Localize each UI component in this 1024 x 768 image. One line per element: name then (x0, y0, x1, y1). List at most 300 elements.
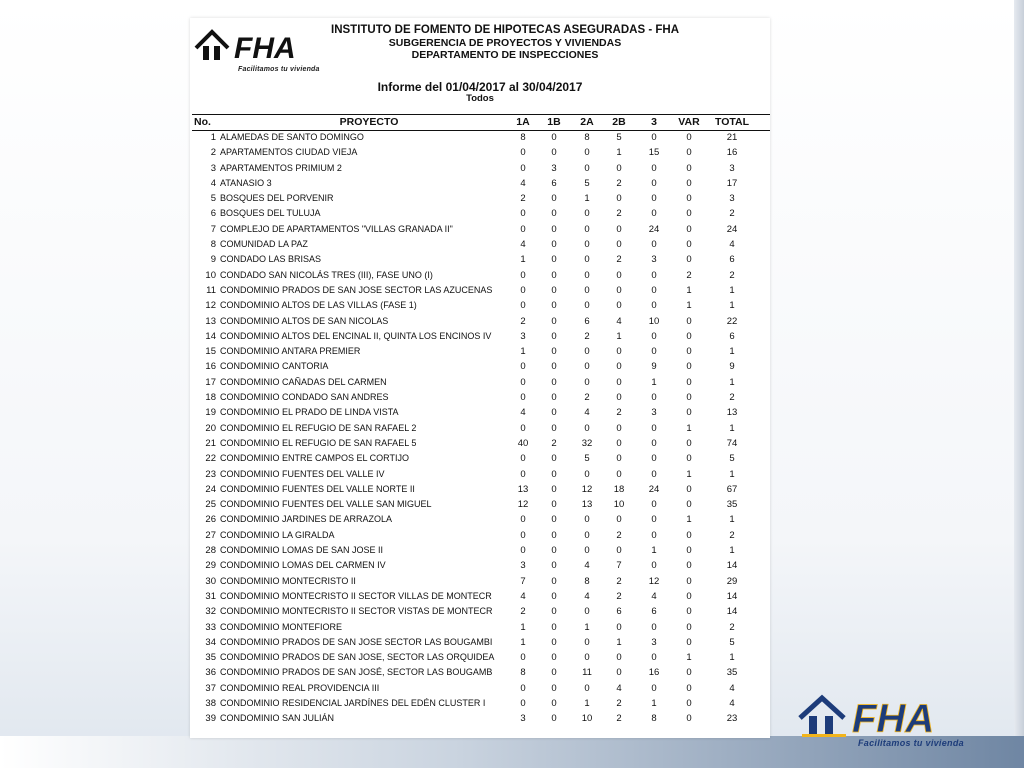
row-1b: 0 (551, 667, 557, 679)
row-2a: 4 (584, 560, 590, 572)
row-total: 29 (726, 575, 738, 587)
row-var: 0 (686, 453, 692, 465)
table-row (192, 621, 770, 636)
row-1a: 2 (520, 606, 526, 618)
row-2a: 11 (582, 667, 592, 679)
row-1a: 4 (520, 590, 526, 602)
row-1a: 8 (520, 132, 526, 143)
row-1b: 0 (551, 575, 557, 587)
row-proyecto: CONDOMINIO ALTOS DEL ENCINAL II, QUINTA LOS ENCINOS IV (220, 330, 492, 341)
table-row (192, 513, 770, 528)
row-3: 0 (651, 300, 657, 312)
row-no: 12 (205, 300, 216, 312)
row-1b: 0 (551, 514, 557, 526)
row-2b: 0 (616, 284, 622, 296)
row-var: 0 (686, 682, 692, 694)
row-3: 16 (648, 667, 660, 679)
table-row (192, 146, 770, 161)
row-2b: 0 (616, 376, 622, 388)
row-2a: 2 (584, 392, 590, 404)
row-1a: 0 (520, 392, 526, 404)
row-1b: 6 (551, 177, 557, 189)
row-2a: 0 (584, 223, 590, 235)
row-1a: 0 (520, 453, 526, 465)
row-var: 0 (686, 208, 692, 220)
row-proyecto: CONDOMINIO FUENTES DEL VALLE SAN MIGUEL (220, 499, 432, 510)
row-1b: 0 (551, 483, 557, 495)
row-1a: 0 (520, 682, 526, 694)
row-var: 0 (686, 590, 692, 602)
row-1b: 0 (551, 392, 557, 404)
row-2b: 4 (616, 682, 622, 694)
row-var: 0 (686, 713, 692, 725)
table-row (192, 207, 770, 222)
row-1a: 8 (520, 667, 526, 679)
row-1a: 0 (520, 422, 526, 434)
row-no: 3 (210, 162, 216, 174)
row-1a: 3 (520, 560, 526, 572)
table-row (192, 391, 770, 406)
row-proyecto: CONDOMINIO CANTORIA (220, 361, 329, 372)
table-row (192, 345, 770, 360)
row-1b: 0 (551, 407, 557, 419)
row-2b: 2 (616, 407, 622, 419)
row-no: 9 (210, 254, 216, 266)
row-proyecto: CONDOMINIO PRADOS DE SAN JOSÉ, SECTOR LAS BOUGAMB (220, 667, 493, 678)
row-1b: 0 (551, 529, 557, 541)
row-total: 23 (726, 713, 738, 725)
row-1a: 0 (520, 514, 526, 526)
col-header-proyecto: PROYECTO (339, 116, 399, 128)
row-var: 1 (686, 514, 692, 526)
row-total: 4 (729, 239, 735, 251)
row-2a: 1 (584, 697, 590, 709)
row-1b: 0 (551, 636, 557, 648)
row-var: 0 (686, 147, 692, 159)
row-var: 1 (686, 422, 692, 434)
row-no: 18 (205, 392, 216, 404)
row-2b: 18 (613, 483, 625, 495)
row-total: 1 (729, 284, 735, 296)
row-no: 36 (205, 667, 216, 679)
row-var: 0 (686, 483, 692, 495)
table-row (192, 131, 770, 146)
row-3: 0 (651, 346, 657, 358)
table-row (192, 177, 770, 192)
row-no: 35 (205, 652, 216, 664)
row-total: 17 (726, 177, 738, 189)
row-var: 0 (686, 529, 692, 541)
row-no: 23 (205, 468, 216, 480)
row-1b: 0 (551, 284, 557, 296)
row-3: 0 (651, 269, 657, 281)
row-total: 14 (726, 606, 738, 618)
row-proyecto: CONDOMINIO EL REFUGIO DE SAN RAFAEL 5 (220, 437, 417, 448)
table-row (192, 437, 770, 452)
row-2a: 0 (584, 514, 590, 526)
row-2b: 0 (616, 223, 622, 235)
row-1a: 0 (520, 147, 526, 159)
row-var: 0 (686, 392, 692, 404)
row-proyecto: CONDOMINIO CAÑADAS DEL CARMEN (220, 376, 387, 387)
row-proyecto: CONDOMINIO PRADOS DE SAN JOSE SECTOR LAS BOUGAMBI (220, 636, 493, 647)
row-no: 6 (210, 208, 216, 220)
row-total: 2 (729, 208, 735, 220)
row-1b: 0 (551, 208, 557, 220)
row-2b: 0 (616, 162, 622, 174)
col-header-total: TOTAL (714, 116, 750, 128)
row-3: 0 (651, 132, 657, 143)
row-2a: 0 (584, 208, 590, 220)
row-1a: 1 (520, 254, 526, 266)
row-1a: 1 (520, 636, 526, 648)
row-2b: 2 (616, 697, 622, 709)
row-1b: 0 (551, 223, 557, 235)
row-1a: 0 (520, 284, 526, 296)
row-3: 6 (651, 606, 657, 618)
row-2b: 1 (616, 330, 622, 342)
row-proyecto: CONDOMINIO ALTOS DE LAS VILLAS (FASE 1) (220, 300, 417, 311)
row-2a: 32 (581, 437, 593, 449)
fha-house-logo-icon (194, 26, 329, 66)
row-2a: 4 (584, 590, 590, 602)
row-1b: 0 (551, 346, 557, 358)
row-1b: 0 (551, 713, 557, 725)
row-proyecto: BOSQUES DEL TULUJA (220, 208, 321, 219)
row-total: 24 (726, 223, 738, 235)
row-2b: 0 (616, 545, 622, 557)
table-row (192, 315, 770, 330)
fha-footer-logo-text: FHA (852, 697, 935, 740)
row-total: 13 (726, 407, 738, 419)
row-2a: 2 (584, 330, 590, 342)
row-no: 16 (205, 361, 216, 373)
row-var: 0 (686, 346, 692, 358)
row-total: 5 (729, 636, 735, 648)
table-row (192, 238, 770, 253)
row-var: 0 (686, 239, 692, 251)
row-no: 4 (210, 177, 216, 189)
row-3: 3 (651, 254, 657, 266)
row-2a: 0 (584, 162, 590, 174)
row-var: 0 (686, 560, 692, 572)
fha-logo-text: FHA (234, 32, 296, 65)
table-row (192, 284, 770, 299)
row-3: 0 (651, 284, 657, 296)
row-var: 0 (686, 407, 692, 419)
row-2a: 0 (584, 422, 590, 434)
row-total: 1 (729, 545, 735, 557)
row-var: 2 (686, 269, 692, 281)
row-no: 31 (205, 590, 216, 602)
row-total: 3 (729, 193, 735, 205)
row-1a: 0 (520, 529, 526, 541)
row-no: 39 (205, 713, 216, 725)
row-2b: 0 (616, 453, 622, 465)
row-2a: 5 (584, 453, 590, 465)
row-2a: 4 (584, 407, 590, 419)
row-var: 1 (686, 652, 692, 664)
row-1b: 0 (551, 315, 557, 327)
row-2a: 1 (584, 621, 590, 633)
row-proyecto: CONDOMINIO EL REFUGIO DE SAN RAFAEL 2 (220, 422, 417, 433)
table-row (192, 682, 770, 697)
row-1b: 0 (551, 682, 557, 694)
row-2b: 5 (616, 132, 622, 143)
row-1b: 0 (551, 422, 557, 434)
row-3: 0 (651, 208, 657, 220)
row-var: 1 (686, 468, 692, 480)
row-1b: 0 (551, 269, 557, 281)
table-row (192, 360, 770, 375)
col-header-1a: 1A (516, 116, 530, 128)
row-2b: 0 (616, 346, 622, 358)
row-1b: 0 (551, 499, 557, 511)
row-1a: 4 (520, 407, 526, 419)
row-2b: 6 (616, 606, 622, 618)
table-row (192, 422, 770, 437)
row-2b: 10 (613, 499, 625, 511)
row-3: 0 (651, 437, 657, 449)
col-header-no: No. (194, 116, 211, 128)
row-1b: 0 (551, 697, 557, 709)
row-no: 24 (205, 483, 216, 495)
table-row (192, 223, 770, 238)
row-3: 0 (651, 193, 657, 205)
row-3: 0 (651, 422, 657, 434)
row-1a: 0 (520, 376, 526, 388)
row-no: 22 (205, 453, 216, 465)
row-no: 29 (205, 560, 216, 572)
row-2b: 7 (616, 560, 622, 572)
row-1a: 12 (517, 499, 529, 511)
row-1b: 0 (551, 590, 557, 602)
row-no: 11 (206, 284, 216, 296)
table-header (192, 114, 770, 131)
row-2a: 0 (584, 529, 590, 541)
row-1b: 3 (551, 162, 557, 174)
row-2b: 0 (616, 361, 622, 373)
row-2a: 1 (584, 193, 590, 205)
row-no: 21 (205, 437, 216, 449)
row-no: 2 (210, 147, 216, 159)
row-2b: 2 (616, 590, 622, 602)
row-proyecto: CONDOMINIO LOMAS DE SAN JOSE II (220, 545, 384, 556)
table-row (192, 330, 770, 345)
row-2a: 0 (584, 652, 590, 664)
row-2b: 2 (616, 208, 622, 220)
row-proyecto: CONDOMINIO MONTECRISTO II SECTOR VISTAS DE MONTECR (220, 606, 493, 617)
row-total: 35 (726, 667, 738, 679)
row-total: 1 (729, 376, 735, 388)
row-total: 1 (729, 346, 735, 358)
row-1b: 0 (551, 330, 557, 342)
row-total: 1 (729, 468, 735, 480)
col-header-3: 3 (651, 116, 657, 128)
row-proyecto: CONDOMINIO SAN JULIÁN (220, 713, 335, 724)
row-3: 9 (651, 361, 657, 373)
table-row (192, 483, 770, 498)
institution-header (330, 24, 680, 61)
row-1a: 0 (520, 208, 526, 220)
row-var: 0 (686, 621, 692, 633)
row-proyecto: CONDOMINIO PRADOS DE SAN JOSE, SECTOR LAS ORQUIDEA (220, 652, 495, 663)
row-1b: 0 (551, 545, 557, 557)
row-2b: 2 (616, 529, 622, 541)
row-3: 0 (651, 177, 657, 189)
row-total: 16 (726, 147, 738, 159)
row-2a: 5 (584, 177, 590, 189)
row-var: 0 (686, 315, 692, 327)
row-3: 0 (651, 392, 657, 404)
row-proyecto: CONDOMINIO EL PRADO DE LINDA VISTA (220, 407, 399, 418)
department-name: DEPARTAMENTO DE INSPECCIONES (411, 49, 599, 61)
row-1a: 2 (520, 193, 526, 205)
row-total: 1 (729, 652, 735, 664)
row-3: 0 (651, 162, 657, 174)
table-row (192, 452, 770, 467)
row-proyecto: CONDOMINIO CONDADO SAN ANDRES (220, 392, 389, 403)
row-no: 28 (205, 545, 216, 557)
row-2a: 0 (584, 361, 590, 373)
row-3: 0 (651, 468, 657, 480)
row-1a: 0 (520, 300, 526, 312)
row-3: 0 (651, 529, 657, 541)
row-2b: 0 (616, 422, 622, 434)
table-body (192, 131, 770, 728)
table-row (192, 544, 770, 559)
col-header-2a: 2A (580, 116, 594, 128)
row-2a: 6 (584, 315, 590, 327)
row-no: 33 (205, 621, 216, 633)
table-row (192, 712, 770, 727)
row-1a: 2 (520, 315, 526, 327)
row-1a: 13 (517, 483, 529, 495)
row-var: 0 (686, 376, 692, 388)
row-2b: 4 (616, 315, 622, 327)
row-no: 17 (205, 376, 216, 388)
row-1b: 0 (551, 453, 557, 465)
col-header-2b: 2B (612, 116, 626, 128)
row-1b: 0 (551, 361, 557, 373)
row-proyecto: ATANASIO 3 (220, 177, 272, 188)
row-1a: 0 (520, 361, 526, 373)
table-row (192, 253, 770, 268)
fha-logo-tagline: Facilitamos tu vivienda (238, 66, 320, 73)
row-1b: 0 (551, 239, 557, 251)
row-1b: 0 (551, 193, 557, 205)
row-3: 3 (651, 407, 657, 419)
row-1b: 0 (551, 621, 557, 633)
row-proyecto: CONDOMINIO LA GIRALDA (220, 529, 335, 540)
row-total: 14 (726, 560, 738, 572)
row-3: 0 (651, 330, 657, 342)
row-2a: 8 (584, 575, 590, 587)
row-1b: 0 (551, 560, 557, 572)
row-2b: 2 (616, 254, 622, 266)
row-3: 1 (651, 697, 657, 709)
row-3: 8 (651, 713, 657, 725)
row-total: 6 (729, 254, 735, 266)
row-2a: 0 (584, 346, 590, 358)
row-2a: 0 (584, 300, 590, 312)
row-no: 26 (205, 514, 216, 526)
row-var: 0 (686, 177, 692, 189)
row-no: 34 (205, 636, 216, 648)
row-no: 37 (205, 682, 216, 694)
row-2b: 0 (616, 437, 622, 449)
row-proyecto: CONDOMINIO ANTARA PREMIER (220, 346, 361, 357)
row-total: 2 (729, 621, 735, 633)
row-2a: 0 (584, 239, 590, 251)
row-var: 0 (686, 361, 692, 373)
table-row (192, 498, 770, 513)
row-var: 0 (686, 545, 692, 557)
row-no: 38 (205, 697, 216, 709)
table-row (192, 559, 770, 574)
report-title: Informe del 01/04/2017 al 30/04/2017 (377, 80, 583, 94)
table-row (192, 605, 770, 620)
row-total: 35 (726, 499, 738, 511)
row-total: 1 (729, 300, 735, 312)
row-proyecto: BOSQUES DEL PORVENIR (220, 193, 334, 204)
row-total: 9 (729, 361, 735, 373)
row-no: 13 (205, 315, 216, 327)
table-row (192, 406, 770, 421)
row-3: 0 (651, 621, 657, 633)
row-2b: 0 (616, 514, 622, 526)
row-3: 0 (651, 499, 657, 511)
table-row (192, 269, 770, 284)
row-proyecto: ALAMEDAS DE SANTO DOMINGO (220, 132, 364, 142)
row-proyecto: COMUNIDAD LA PAZ (220, 239, 308, 250)
row-1a: 0 (520, 269, 526, 281)
row-3: 4 (651, 590, 657, 602)
table-row (192, 636, 770, 651)
fha-house-logo-color-icon (796, 692, 1006, 740)
row-2b: 0 (616, 193, 622, 205)
row-total: 6 (729, 330, 735, 342)
row-1b: 0 (551, 300, 557, 312)
row-var: 0 (686, 162, 692, 174)
row-1a: 0 (520, 545, 526, 557)
row-no: 32 (205, 606, 216, 618)
row-3: 24 (648, 483, 660, 495)
row-1a: 0 (520, 697, 526, 709)
row-3: 10 (648, 315, 660, 327)
row-1a: 0 (520, 652, 526, 664)
row-proyecto: CONDOMINIO LOMAS DEL CARMEN IV (220, 560, 386, 571)
row-2b: 0 (616, 667, 622, 679)
table-row (192, 529, 770, 544)
subdivision-name: SUBGERENCIA DE PROYECTOS Y VIVIENDAS (388, 37, 622, 49)
row-proyecto: CONDOMINIO REAL PROVIDENCIA III (220, 682, 380, 693)
row-2a: 0 (584, 468, 590, 480)
row-proyecto: CONDOMINIO RESIDENCIAL JARDÍNES DEL EDÉN CLUSTER I (220, 697, 486, 708)
row-1a: 0 (520, 468, 526, 480)
row-no: 14 (205, 330, 216, 342)
row-total: 4 (729, 697, 735, 709)
row-3: 12 (648, 575, 660, 587)
row-1b: 0 (551, 147, 557, 159)
row-3: 0 (651, 560, 657, 572)
row-3: 24 (648, 223, 660, 235)
row-2b: 0 (616, 392, 622, 404)
row-total: 14 (726, 590, 738, 602)
row-2a: 8 (584, 132, 590, 143)
row-proyecto: CONDOMINIO MONTECRISTO II (220, 575, 356, 586)
inspections-table (192, 114, 770, 728)
